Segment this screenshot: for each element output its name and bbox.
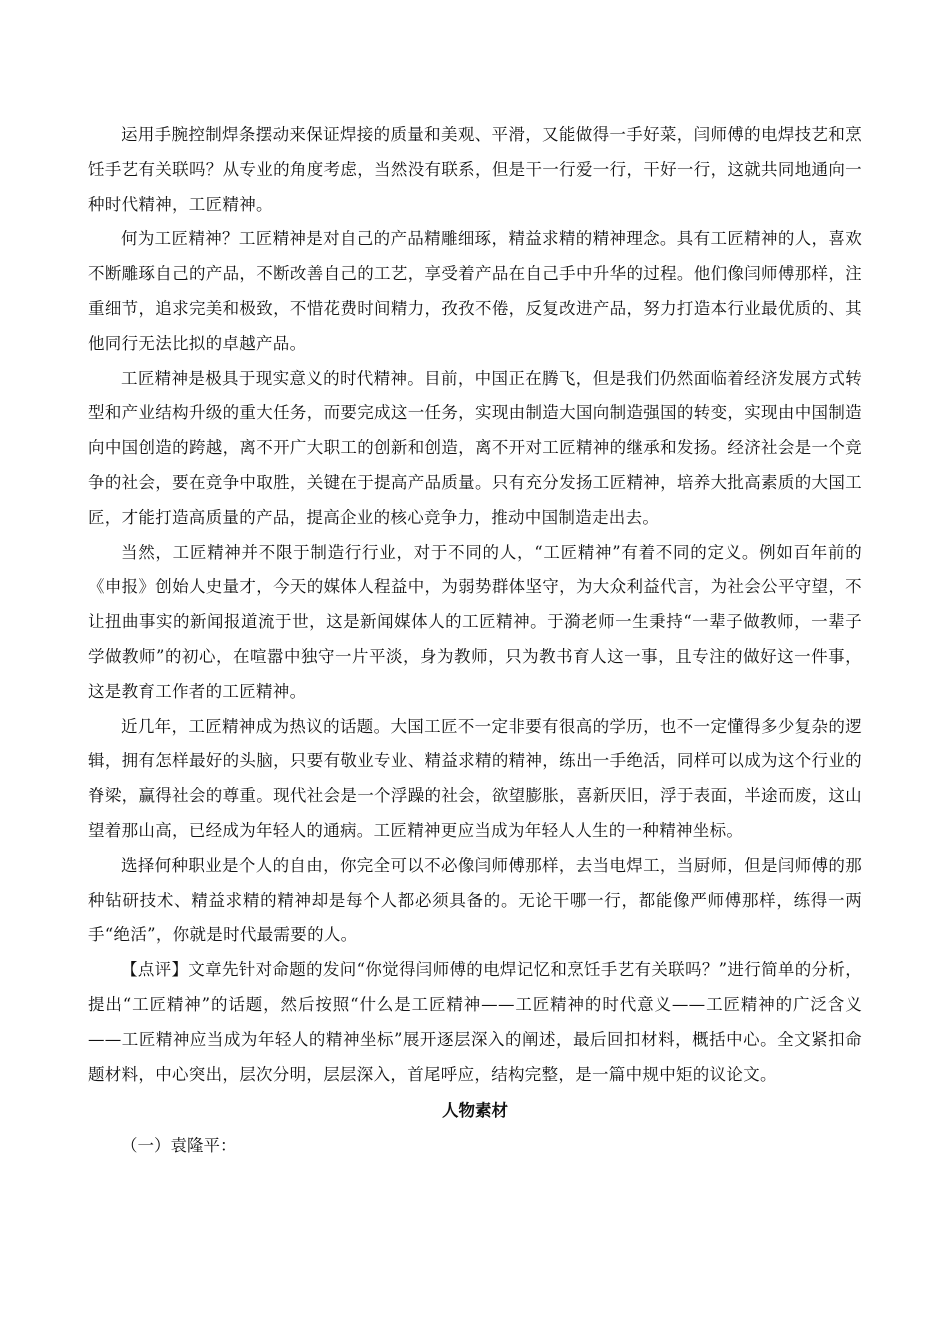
paragraph-era-significance: 工匠精神是极具于现实意义的时代精神。目前，中国正在腾飞，但是我们仍然面临着经济发展方式转型和产业结构升级的重大任务，而要完成这一任务，实现由制造大国向制造强国的转变，实现由中国制造向中国创造的跨越，离不开广大职工的创新和创造，离不开对工匠精神的继承和发扬。经济社会是一个竞争的社会，要在竞争中取胜，关键在于提高产品质量。只有充分发扬工匠精神，培养大批高素质的大国工匠，才能打造高质量的产品，提高企业的核心竞争力，推动中国制造走出去。 <box>88 368 862 527</box>
paragraph-definition: 何为工匠精神？工匠精神是对自己的产品精雕细琢，精益求精的精神理念。具有工匠精神的人，喜欢不断雕琢自己的产品，不断改善自己的工艺，享受着产品在自己手中升华的过程。他们像闫师傅那样，注重细节，追求完美和极致，不惜花费时间精力，孜孜不倦，反复改进产品，努力打造本行业最优质的、其他同行无法比拟的卓越产品。 <box>88 229 862 353</box>
paragraph-youth-coordinate: 近几年，工匠精神成为热议的话题。大国工匠不一定非要有很高的学历，也不一定懂得多少复杂的逻辑，拥有怎样最好的头脑，只要有敬业专业、精益求精的精神，练出一手绝活，同样可以成为这个行业的脊梁，赢得社会的尊重。现代社会是一个浮躁的社会，欲望膨胀，喜新厌旧，浮于表面，半途而废，这山望着那山高，已经成为年轻人的通病。工匠精神更应当成为年轻人人生的一种精神坐标。 <box>88 716 862 840</box>
paragraph-commentary: 【点评】文章先针对命题的发问“你觉得闫师傅的电焊记忆和烹饪手艺有关联吗？”进行简单的分析，提出“工匠精神”的话题，然后按照“什么是工匠精神——工匠精神的时代意义——工匠精神的广泛含义——工匠精神应当成为年轻人的精神坐标”展开逐层深入的阐述，最后回扣材料，概括中心。全文紧扣命题材料，中心突出，层次分明，层层深入，首尾呼应，结构完整，是一篇中规中矩的议论文。 <box>88 960 862 1084</box>
document-page <box>88 118 862 1164</box>
section-title: 人物素材 <box>442 1101 508 1121</box>
subsection-title: （一）袁隆平： <box>121 1136 237 1156</box>
paragraph-broad-meaning: 当然，工匠精神并不限于制造行行业，对于不同的人，“工匠精神”有着不同的定义。例如百年前的《申报》创始人史量才，今天的媒体人程益中，为弱势群体坚守，为大众利益代言，为社会公平守望，不让扭曲事实的新闻报道流于世，这是新闻媒体人的工匠精神。于漪老师一生秉持“一辈子做教师，一辈子学做教师”的初心，在喧嚣中独守一片平淡，身为教师，只为教书育人这一事，且专注的做好这一件事，这是教育工作者的工匠精神。 <box>88 542 862 701</box>
paragraph-career-choice: 选择何种职业是个人的自由，你完全可以不必像闫师傅那样，去当电焊工，当厨师，但是闫师傅的那种钻研技术、精益求精的精神却是每个人都必须具备的。无论干哪一行，都能像严师傅那样，练得一两手“绝活”，你就是时代最需要的人。 <box>88 855 862 945</box>
paragraph-welding-intro: 运用手腕控制焊条摆动来保证焊接的质量和美观、平滑，又能做得一手好菜，闫师傅的电焊技艺和烹饪手艺有关联吗？从专业的角度考虑，当然没有联系，但是干一行爱一行，干好一行，这就共同地通向一种时代精神，工匠精神。 <box>88 125 862 214</box>
